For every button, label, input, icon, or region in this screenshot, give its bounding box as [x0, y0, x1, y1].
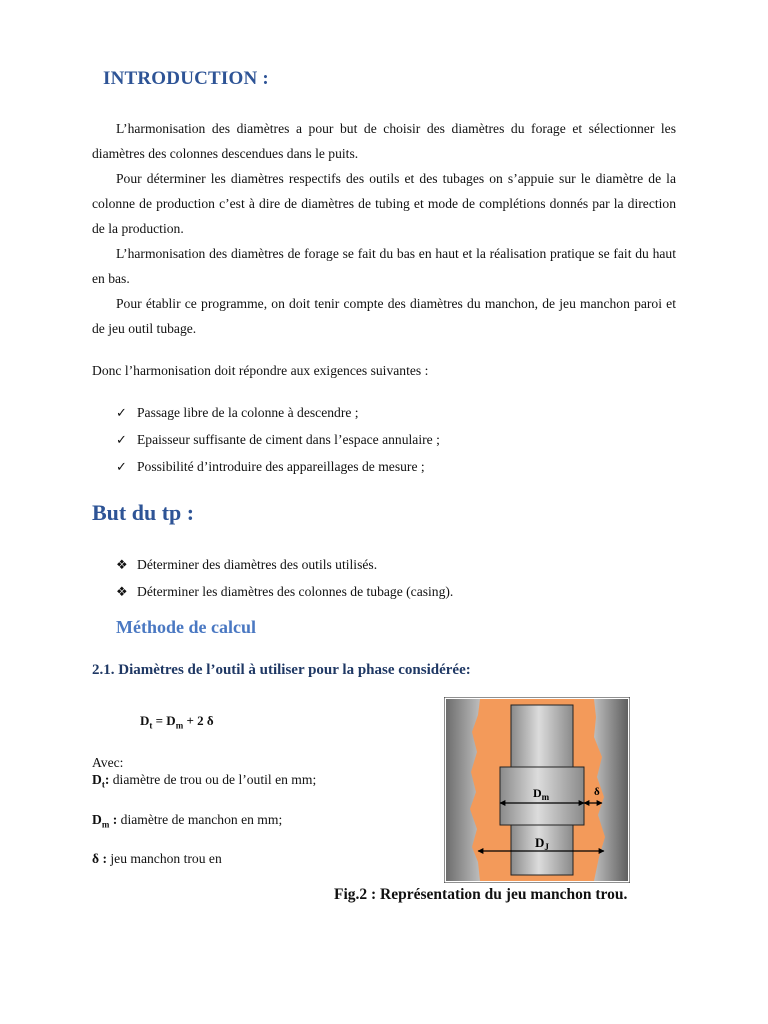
requirements-intro: Donc l’harmonisation doit répondre aux exigences suivantes :: [92, 363, 429, 378]
requirements-list: [116, 399, 440, 480]
diamond-bullet-icon: ❖: [116, 584, 128, 599]
requirement-text: Epaisseur suffisante de ciment dans l’espace annulaire ;: [137, 432, 440, 447]
definition-dt: $D_t$: diamètre de trou ou de l’outil en mm;: [92, 772, 317, 790]
method-heading: Méthode de calcul: [116, 617, 256, 637]
requirement-text: Passage libre de la colonne à descendre ;: [137, 405, 359, 420]
check-icon: ✓: [116, 459, 127, 474]
list-item: [116, 453, 440, 480]
requirement-text: Possibilité d’introduire des appareillages de mesure ;: [137, 459, 425, 474]
check-icon: ✓: [116, 432, 127, 447]
definition-dm: $D_m$ : diamètre de manchon en mm;: [92, 812, 283, 830]
list-item: [116, 551, 453, 578]
intro-paragraph-2: Pour déterminer les diamètres respectifs des outils et des tubages on s’appuie sur le diamètre de la colonne de production c’est à dire de diamètres de tubing et mode de complétions donnés par la direction de la production.: [92, 171, 676, 236]
list-item: [116, 426, 440, 453]
delta-label: δ: [594, 786, 600, 798]
figure-caption: Fig.2 : Représentation du jeu manchon trou.: [334, 886, 628, 903]
dm-label: $D_m$: [533, 786, 550, 802]
intro-paragraph-1: L’harmonisation des diamètres a pour but de choisir des diamètres du forage et sélectionner les diamètres des colonnes descendues dans le puits.: [92, 121, 676, 161]
intro-paragraph-3: L’harmonisation des diamètres de forage se fait du bas en haut et la réalisation pratique se fait du haut en bas.: [92, 246, 676, 286]
list-item: [116, 578, 453, 605]
with-label: Avec:: [92, 755, 124, 770]
goal-list: [116, 551, 453, 605]
list-item: [116, 399, 440, 426]
intro-paragraph-4: Pour établir ce programme, on doit tenir compte des diamètres du manchon, de jeu manchon paroi et de jeu outil tubage.: [92, 296, 676, 336]
figure-diagram: [444, 697, 630, 883]
definition-delta: δ : jeu manchon trou en: [92, 851, 222, 866]
formula: $D_t = D_m + 2$ δ: [140, 713, 214, 731]
goal-heading: But du tp :: [92, 500, 195, 525]
goal-text: Déterminer des diamètres des outils utilisés.: [137, 557, 378, 572]
dj-label: $D_J$: [535, 835, 549, 852]
section-heading: 2.1. Diamètres de l’outil à utiliser pour la phase considérée:: [92, 662, 471, 678]
goal-text: Déterminer les diamètres des colonnes de tubage (casing).: [137, 584, 454, 599]
jeu-manchon-figure: [444, 697, 630, 888]
check-icon: ✓: [116, 405, 127, 420]
diamond-bullet-icon: ❖: [116, 557, 128, 572]
introduction-heading: INTRODUCTION :: [103, 68, 269, 89]
